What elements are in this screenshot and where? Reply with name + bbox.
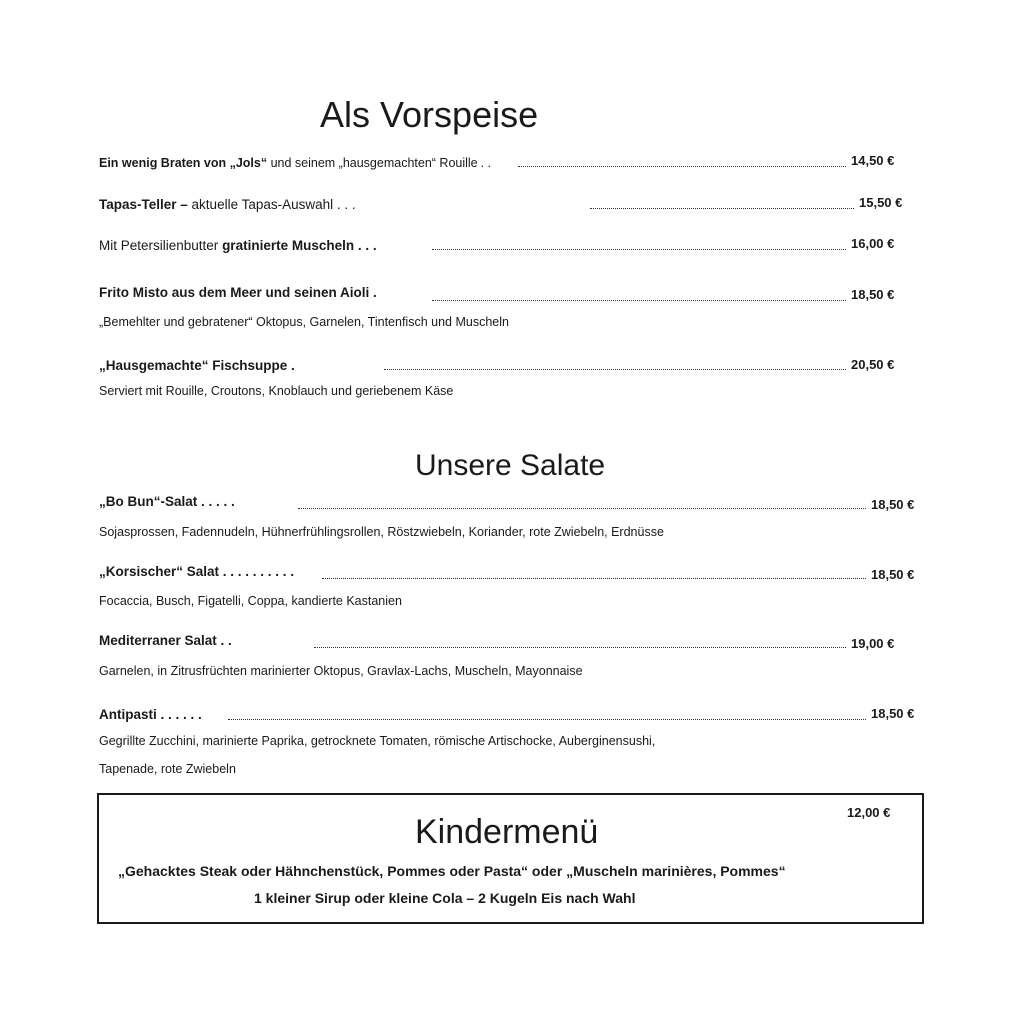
item-description: Focaccia, Busch, Figatelli, Coppa, kandierte Kastanien xyxy=(99,594,402,608)
item-name: „Bo Bun“-Salat . . . . . xyxy=(99,494,235,509)
leader-dots xyxy=(432,300,846,301)
menu-item-mediterraner xyxy=(99,633,232,649)
leader-dots xyxy=(384,369,846,370)
item-description: Sojasprossen, Fadennudeln, Hühnerfrühlingsrollen, Röstzwiebeln, Koriander, rote Zwiebeln, Erdnüsse xyxy=(99,525,664,539)
item-description: Garnelen, in Zitrusfrüchten marinierter Oktopus, Gravlax-Lachs, Muscheln, Mayonnaise xyxy=(99,664,583,678)
menu-item-frito-misto xyxy=(99,285,377,301)
item-price: 20,50 € xyxy=(851,357,895,372)
menu-item-braten xyxy=(99,155,491,171)
kids-line-1: „Gehacktes Steak oder Hähnchenstück, Pommes oder Pasta“ oder „Muscheln marinières, Pommes“ xyxy=(118,863,786,879)
menu-item-fischsuppe xyxy=(99,358,295,374)
item-price: 18,50 € xyxy=(871,497,915,512)
item-name: Tapas-Teller – xyxy=(99,197,188,212)
leader-dots xyxy=(298,508,866,509)
leader-dots xyxy=(322,578,866,579)
item-name: „Korsischer“ Salat . . . . . . . . . . xyxy=(99,564,295,579)
item-name: Frito Misto aus dem Meer und seinen Aioli . xyxy=(99,285,377,300)
starters-title: Als Vorspeise xyxy=(320,94,539,135)
item-price: 18,50 € xyxy=(871,706,915,721)
item-price: 15,50 € xyxy=(859,195,903,210)
salads-title: Unsere Salate xyxy=(415,449,606,482)
leader-dots xyxy=(314,647,846,648)
item-price: 18,50 € xyxy=(851,287,895,302)
leader-dots xyxy=(518,166,846,167)
item-name: Mediterraner Salat . . xyxy=(99,633,232,648)
leader-dots xyxy=(228,719,866,720)
menu-item-muscheln xyxy=(99,238,377,254)
item-price: 18,50 € xyxy=(871,567,915,582)
menu-item-antipasti xyxy=(99,707,202,723)
item-name: „Hausgemachte“ Fischsuppe . xyxy=(99,358,295,373)
leader-dots xyxy=(590,208,854,209)
menu-item-tapas xyxy=(99,197,356,213)
item-description-cont: Tapenade, rote Zwiebeln xyxy=(99,762,236,776)
item-name-rest: und seinem „hausgemachten“ Rouille xyxy=(267,156,478,170)
kids-title: Kindermenü xyxy=(415,813,599,851)
item-name: Ein wenig Braten von „Jols“ xyxy=(99,156,268,170)
item-trail: . . xyxy=(480,156,492,170)
item-name: Antipasti . . . . . . xyxy=(99,707,202,722)
menu-item-korsischer xyxy=(99,564,294,580)
menu-item-bo-bun xyxy=(99,494,235,510)
item-price: 16,00 € xyxy=(851,236,895,251)
leader-dots xyxy=(432,249,846,250)
item-description: Gegrillte Zucchini, marinierte Paprika, getrocknete Tomaten, römische Artischocke, Auberginensushi, xyxy=(99,734,656,748)
item-price: 19,00 € xyxy=(851,636,895,651)
item-name: gratinierte Muscheln . . . xyxy=(222,238,377,253)
item-name-rest: aktuelle Tapas-Auswahl . . . xyxy=(187,197,356,212)
kids-line-2: 1 kleiner Sirup oder kleine Cola – 2 Kugeln Eis nach Wahl xyxy=(254,890,636,906)
item-price: 14,50 € xyxy=(851,153,895,168)
kids-price: 12,00 € xyxy=(847,805,891,820)
item-description: „Bemehlter und gebratener“ Oktopus, Garnelen, Tintenfisch und Muscheln xyxy=(99,315,509,329)
item-name-plain: Mit Petersilienbutter xyxy=(99,238,223,253)
item-description: Serviert mit Rouille, Croutons, Knoblauch und geriebenem Käse xyxy=(99,384,454,398)
